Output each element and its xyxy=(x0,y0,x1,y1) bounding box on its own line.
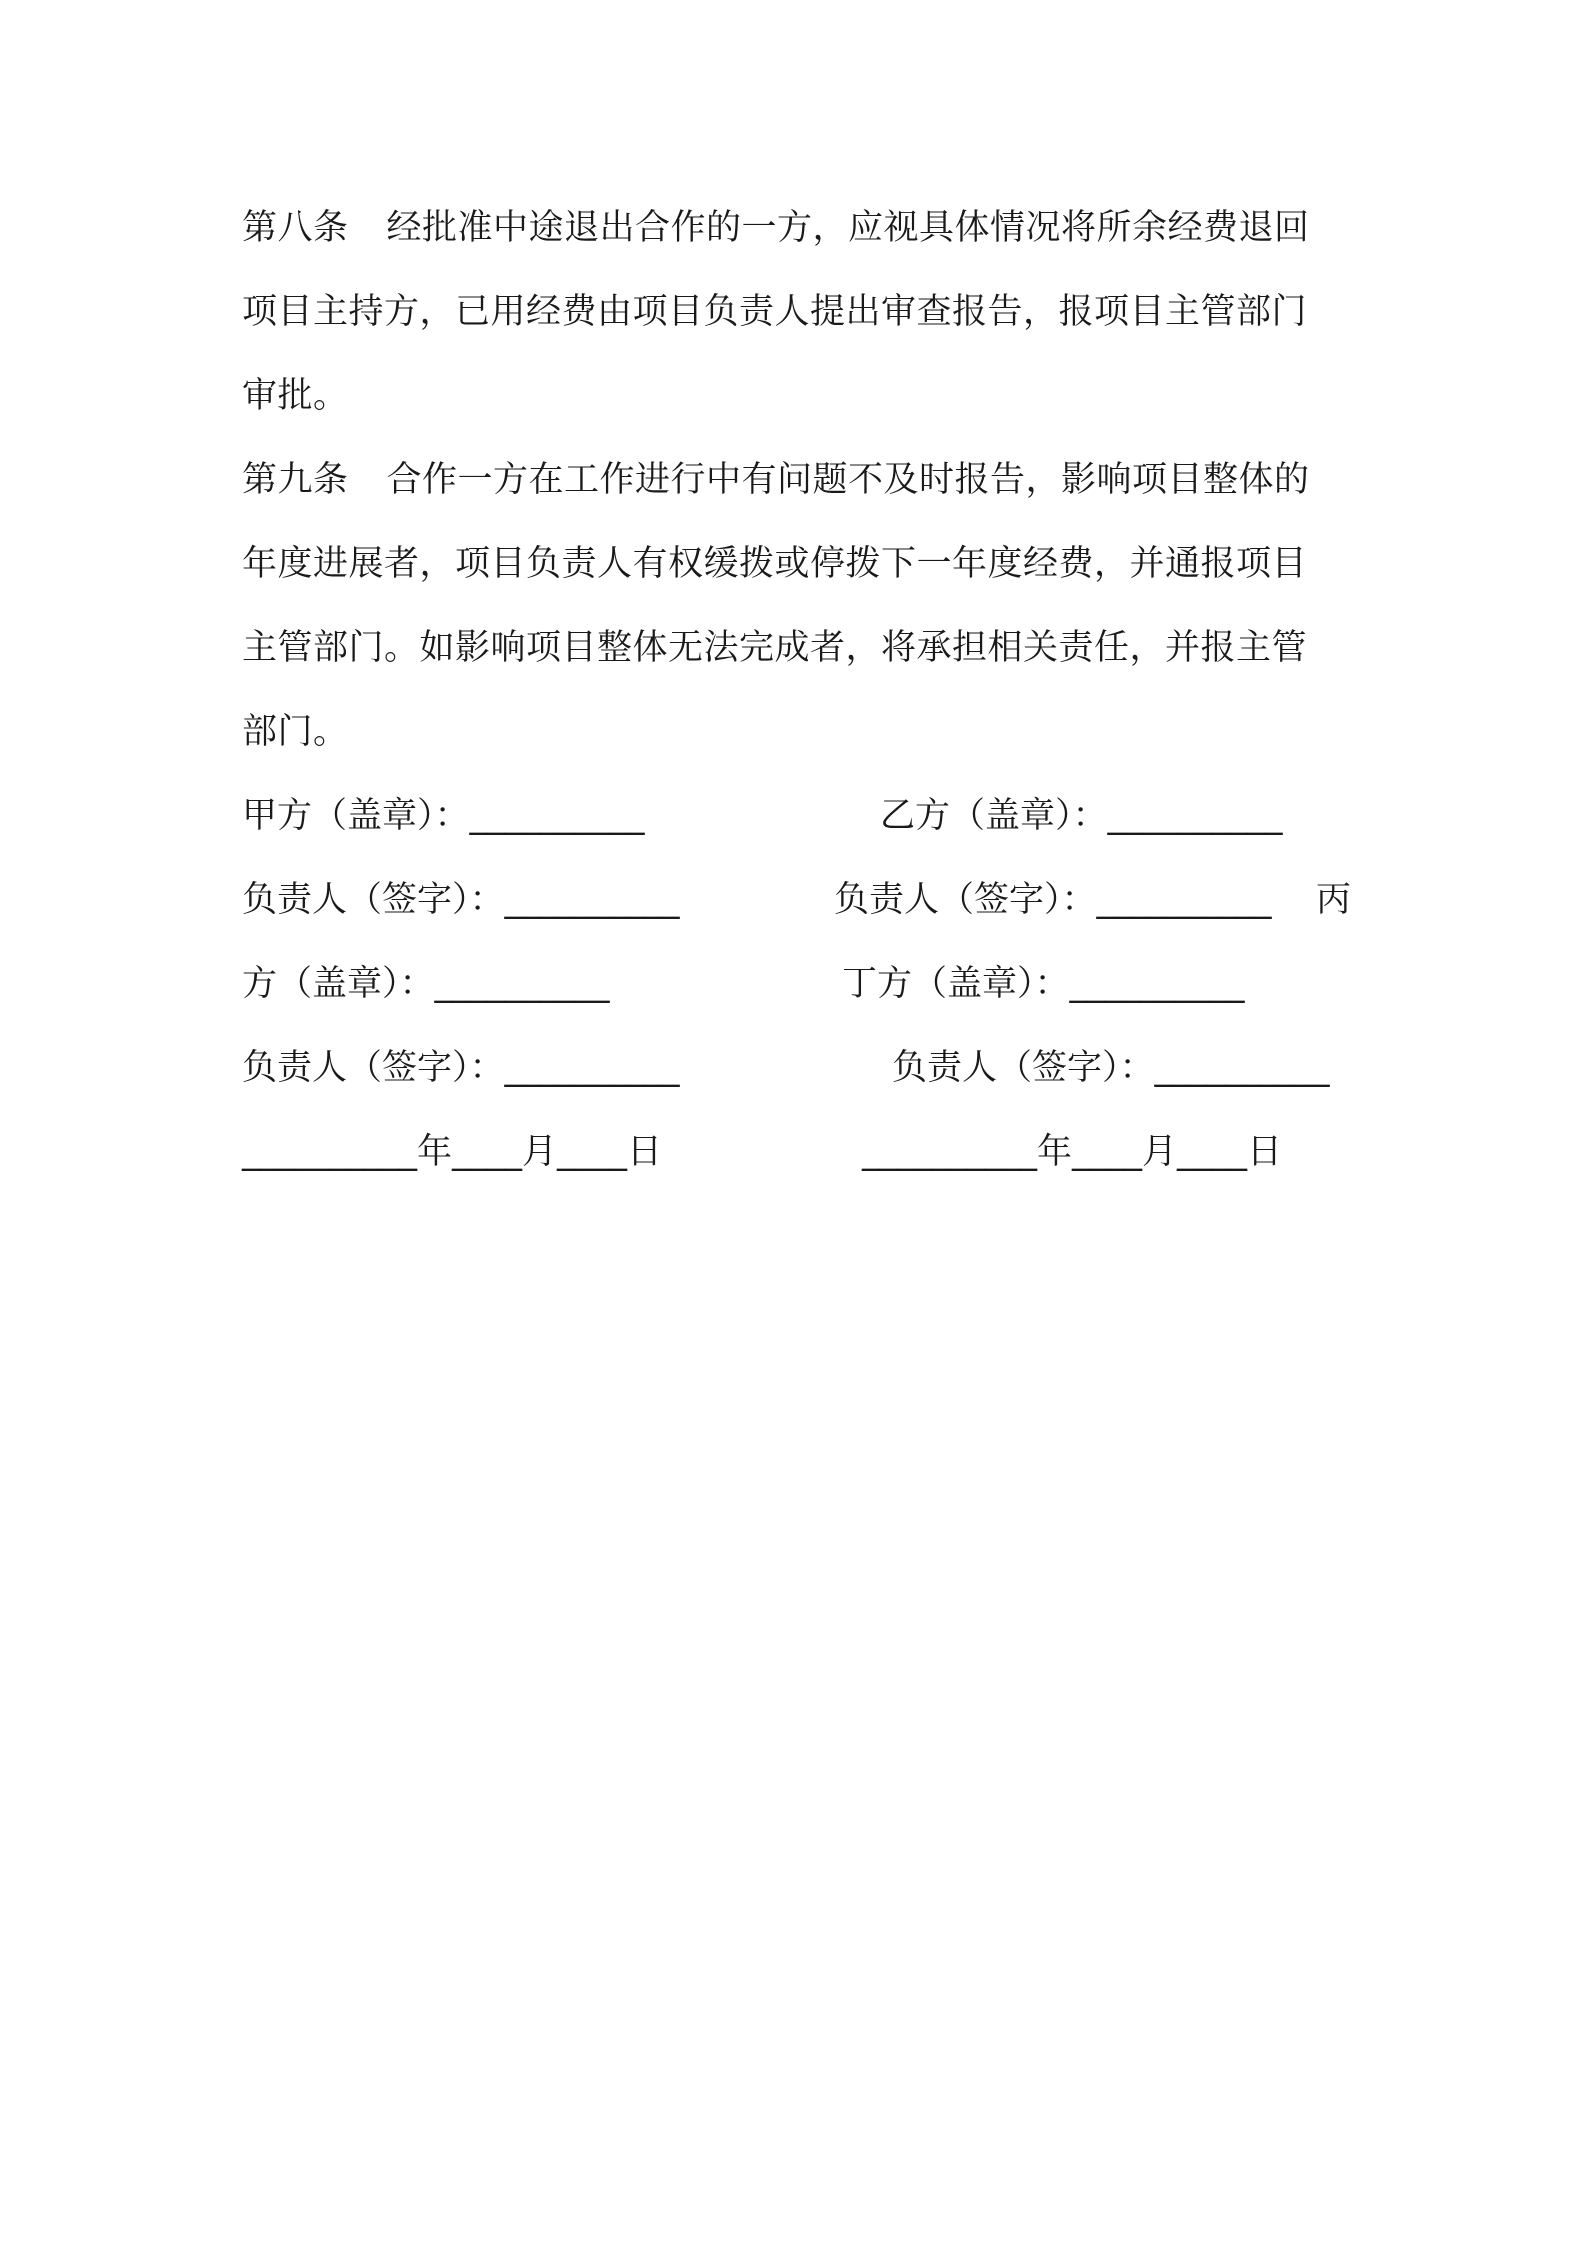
article-9-line-1 xyxy=(242,456,1310,504)
party-b-signer: 负责人（签字）：__________ xyxy=(834,880,1272,920)
article-9-line-4: 部门。 xyxy=(242,712,349,752)
party-b-seal: 乙方（盖章）：__________ xyxy=(880,796,1283,836)
party-d-seal: 丁方（盖章）：__________ xyxy=(842,964,1245,1004)
party-c-signer: 负责人（签字）：__________ xyxy=(242,1048,680,1088)
party-d-signer: 负责人（签字）：__________ xyxy=(892,1048,1330,1088)
article-8-line-1 xyxy=(242,204,1310,252)
article-8-line-3: 审批。 xyxy=(242,376,349,416)
party-a-seal: 甲方（盖章）：__________ xyxy=(242,796,645,836)
party-c-prefix: 丙 xyxy=(1316,880,1352,920)
date-left: __________年____月____日 xyxy=(242,1132,663,1172)
article-8-line-2: 项目主持方，已用经费由项目负责人提出审查报告，报项目主管部门 xyxy=(242,292,1308,332)
party-a-signer: 负责人（签字）：__________ xyxy=(242,880,680,920)
date-right: __________年____月____日 xyxy=(862,1132,1283,1172)
article-9-label: 第九条 xyxy=(242,460,349,500)
party-c-seal: 方（盖章）：__________ xyxy=(242,964,610,1004)
article-8-label: 第八条 xyxy=(242,208,349,248)
article-8-text-1: 经批准中途退出合作的一方，应视具体情况将所余经费退回 xyxy=(386,208,1310,248)
article-9-line-3: 主管部门。如影响项目整体无法完成者，将承担相关责任，并报主管 xyxy=(242,628,1308,668)
article-9-text-1: 合作一方在工作进行中有问题不及时报告，影响项目整体的 xyxy=(386,460,1310,500)
article-9-line-2: 年度进展者，项目负责人有权缓拨或停拨下一年度经费，并通报项目 xyxy=(242,544,1308,584)
